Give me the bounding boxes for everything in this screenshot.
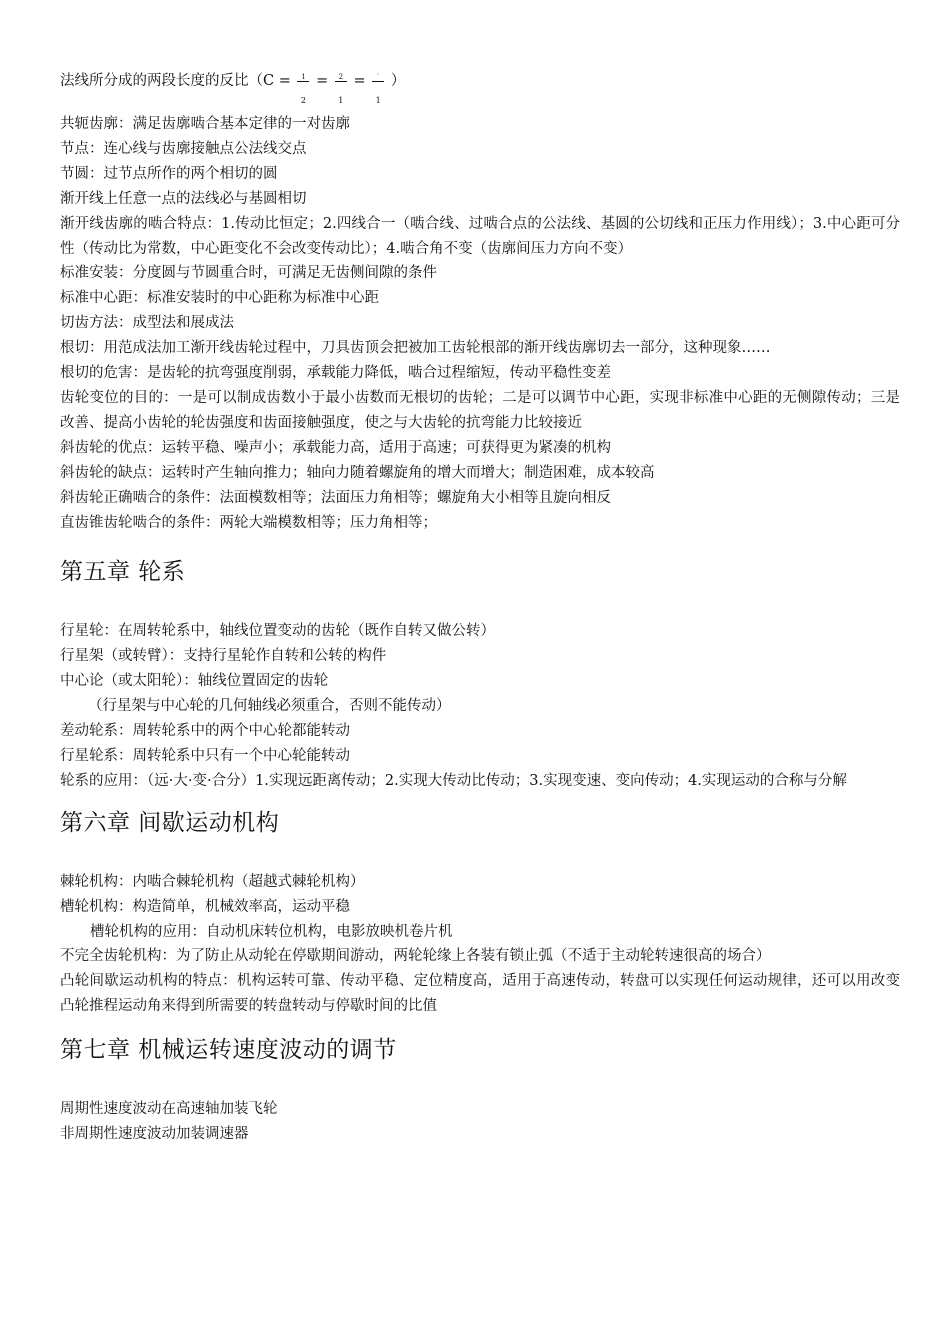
- fraction-bar: [372, 81, 384, 82]
- text-line: 槽轮机构的应用：自动机床转位机构，电影放映机卷片机: [90, 923, 453, 940]
- formula-prefix: 法线所分成的两段长度的反比（C =: [60, 73, 291, 89]
- chapter-heading: 第六章 间歇运动机构: [60, 809, 280, 836]
- equals-sign: =: [353, 73, 366, 89]
- text-line: 行星架（或转臂）：支持行星轮作自转和公转的构件: [60, 648, 387, 665]
- text-line: 不完全齿轮机构：为了防止从动轮在停歇期间游动，两轮轮缘上各装有锁止弧（不适于主动轮转速很高的场合）: [60, 948, 771, 965]
- fraction-denominator: 2: [300, 96, 307, 105]
- text-line: 共轭齿廓：满足齿廓啮合基本定律的一对齿廓: [60, 116, 350, 132]
- text-line: 直齿锥齿轮啮合的条件：两轮大端模数相等；压力角相等；: [60, 514, 437, 531]
- text-line: 根切：用范成法加工渐开线齿轮过程中，刀具齿顶会把被加工齿轮根部的渐开线齿廓切去一部分，这种现象……: [60, 340, 771, 357]
- fraction: [333, 70, 349, 105]
- text-paragraph: 渐开线齿廓的啮合特点：1.传动比恒定；2.四线合一（啮合线、过啮合点的公法线、基圆的公切线和正压力作用线）；3.中心距可分性（传动比为常数，中心距变化不会改变传动比）；4.啮合角不变（齿廓间压力方向不变）: [60, 215, 900, 257]
- fraction-denominator: 1: [338, 96, 344, 105]
- fraction: [370, 70, 386, 105]
- formula-line: [60, 70, 900, 112]
- text-line: 根切的危害：是齿轮的抗弯强度削弱，承载能力降低，啮合过程缩短，传动平稳性变差: [60, 365, 611, 382]
- text-paragraph: 凸轮间歇运动机构的特点：机构运转可靠、传动平稳、定位精度高，适用于高速传动，转盘可以实现任何运动规律，还可以用改变凸轮推程运动角来得到所需要的转盘转动与停歇时间的比值: [60, 973, 900, 1015]
- text-line: 槽轮机构：构造简单，机械效率高，运动平稳: [60, 898, 350, 915]
- text-line: 棘轮机构：内啮合棘轮机构（超越式棘轮机构）: [60, 873, 365, 890]
- chapter-heading: 第五章 轮系: [60, 559, 186, 586]
- fraction-numerator: ′: [377, 73, 380, 81]
- text-line: 差动轮系：周转轮系中的两个中心轮都能转动: [60, 723, 350, 740]
- text-line: 非周期性速度波动加装调速器: [60, 1126, 249, 1143]
- fraction-denominator: 1: [375, 96, 381, 105]
- fraction-bar: [297, 81, 309, 82]
- text-line: 斜齿轮的优点：运转平稳、噪声小；承载能力高，适用于高速；可获得更为紧凑的机构: [60, 439, 611, 456]
- formula-suffix: ）: [390, 73, 406, 89]
- text-line: 周期性速度波动在高速轴加装飞轮: [60, 1101, 278, 1118]
- text-line: 切齿方法：成型法和展成法: [60, 315, 234, 332]
- document-page: [60, 70, 900, 1147]
- text-line: 节圆：过节点所作的两个相切的圆: [60, 165, 278, 182]
- text-line: 斜齿轮的缺点：运转时产生轴向推力；轴向力随着螺旋角的增大而增大；制造困难，成本较高: [60, 464, 655, 481]
- text-line: 渐开线上任意一点的法线必与基圆相切: [60, 190, 307, 207]
- chapter-heading: 第七章 机械运转速度波动的调节: [60, 1037, 397, 1064]
- text-line: 节点：连心线与齿廓接触点公法线交点: [60, 140, 307, 157]
- fraction: [295, 70, 311, 105]
- text-paragraph: 齿轮变位的目的：一是可以制成齿数小于最小齿数而无根切的齿轮；二是可以调节中心距，实现非标准中心距的无侧隙传动；三是改善、提高小齿轮的轮齿强度和齿面接触强度，使之与大齿轮的抗弯能力比较接近: [60, 389, 900, 431]
- equals-sign: =: [316, 73, 329, 89]
- text-line: （行星架与中心轮的几何轴线必须重合，否则不能传动）: [88, 698, 451, 715]
- text-line: 行星轮：在周转轮系中，轴线位置变动的齿轮（既作自转又做公转）: [60, 623, 495, 640]
- fraction-bar: [335, 81, 347, 82]
- text-line: 行星轮系：周转轮系中只有一个中心轮能转动: [60, 747, 350, 764]
- text-line: 标准中心距：标准安装时的中心距称为标准中心距: [60, 290, 379, 307]
- text-line: 中心论（或太阳轮）：轴线位置固定的齿轮: [60, 673, 329, 690]
- fraction-numerator: 1: [301, 73, 306, 81]
- text-paragraph: 轮系的应用：（远·大·变·合分）1.实现远距离传动；2.实现大传动比传动；3.实现变速、变向传动；4.实现运动的合称与分解: [60, 772, 847, 789]
- text-line: 标准安装：分度圆与节圆重合时，可满足无齿侧间隙的条件: [60, 265, 437, 282]
- fraction-numerator: 2: [338, 73, 344, 81]
- text-line: 斜齿轮正确啮合的条件：法面模数相等；法面压力角相等；螺旋角大小相等且旋向相反: [60, 489, 611, 506]
